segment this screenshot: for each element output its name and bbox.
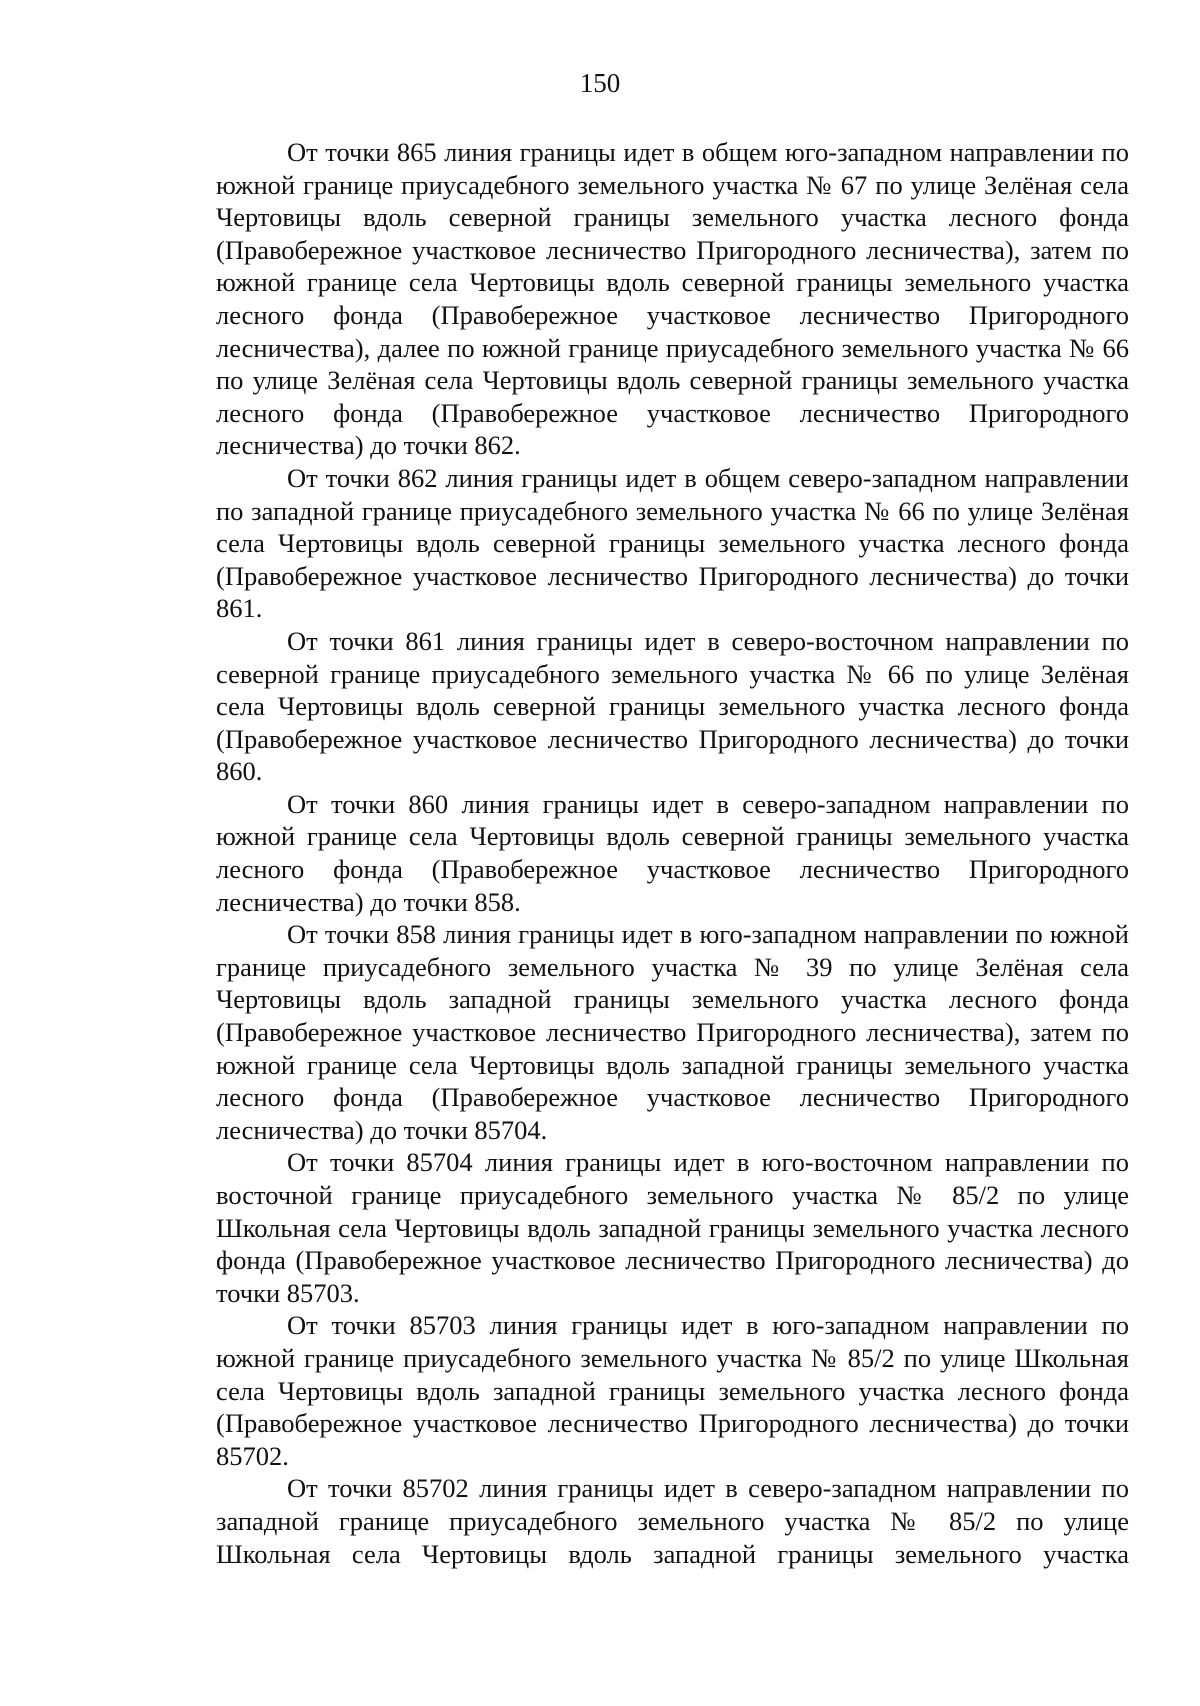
paragraph-point-85703: От точки 85703 линия границы идет в юго-западном направлении по южной границе приусадебного земельного участка № 85/2 по улице Школьная села Чертовицы вдоль западной границы земельного участка лесного фонда (Правобережное участковое лесничество Пригородного лесничества) до точки 85702.	[216, 1310, 1129, 1471]
document-body	[216, 136, 1129, 1570]
paragraph-point-862: От точки 862 линия границы идет в общем северо-западном направлении по западной границе приусадебного земельного участка № 66 по улице Зелёная села Чертовицы вдоль северной границы земельного участка лесного фонда (Правобережное участковое лесничество Пригородного лесничества) до точки 861.	[216, 462, 1129, 624]
paragraph-point-85704: От точки 85704 линия границы идет в юго-восточном направлении по восточной границе приусадебного земельного участка № 85/2 по улице Школьная села Чертовицы вдоль западной границы земельного участка лесного фонда (Правобережное участковое лесничество Пригородного лесничества) до точки 85703.	[216, 1147, 1129, 1308]
paragraph-point-85702: От точки 85702 линия границы идет в северо-западном направлении по западной границе приусадебного земельного участка № 85/2 по улице Школьная села Чертовицы вдоль западной границы земельного участка	[216, 1473, 1129, 1569]
paragraph-point-861: От точки 861 линия границы идет в северо-восточном направлении по северной границе приусадебного земельного участка № 66 по улице Зелёная села Чертовицы вдоль северной границы земельного участка лесного фонда (Правобережное участковое лесничество Пригородного лесничества) до точки 860.	[216, 625, 1129, 787]
page-number: 150	[579, 68, 621, 98]
paragraph-point-858: От точки 858 линия границы идет в юго-западном направлении по южной границе приусадебного земельного участка № 39 по улице Зелёная села Чертовицы вдоль западной границы земельного участка лесного фонда (Правобережное участковое лесничество Пригородного лесничества), затем по южной границе села Чертовицы вдоль западной границы земельного участка лесного фонда (Правобережное участковое лесничество Пригородного лесничества) до точки 85704.	[216, 919, 1129, 1145]
paragraph-point-865: От точки 865 линия границы идет в общем юго-западном направлении по южной границе приусадебного земельного участка № 67 по улице Зелёная села Чертовицы вдоль северной границы земельного участка лесного фонда (Правобережное участковое лесничество Пригородного лесничества), затем по южной границе села Чертовицы вдоль северной границы земельного участка лесного фонда (Правобережное участковое лесничество Пригородного лесничества), далее по южной границе приусадебного земельного участка № 66 по улице Зелёная села Чертовицы вдоль северной границы земельного участка лесного фонда (Правобережное участковое лесничество Пригородного лесничества) до точки 862.	[216, 137, 1129, 461]
paragraph-point-860: От точки 860 линия границы идет в северо-западном направлении по южной границе села Чертовицы вдоль северной границы земельного участка лесного фонда (Правобережное участковое лесничество Пригородного лесничества) до точки 858.	[216, 788, 1129, 917]
